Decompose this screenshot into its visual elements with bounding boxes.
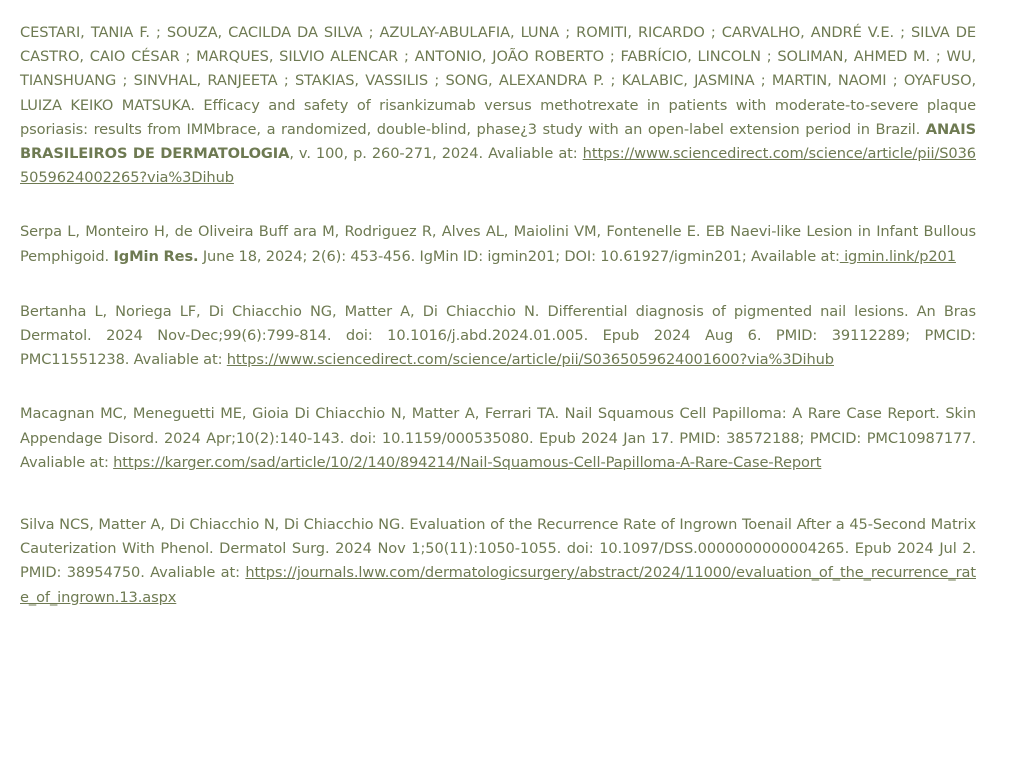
reference-link[interactable]: https://www.sciencedirect.com/science/article/pii/S0365059624002265?via%3Dihub: [20, 145, 976, 187]
reference-text: Bertanha L, Noriega LF, Di Chiacchio NG, Matter A, Di Chiacchio N. Differential diagnosis of pigmented nail lesions. An Bras Dermatol. 2024 Nov-Dec;99(6):799-814. doi: 10.1016/j.abd.2024.01.005. Epub 2024 Aug 6. PMID: 39112289; PMCID: PMC11551238. Avaliable at:: [20, 302, 976, 369]
reference-link[interactable]: igmin.link/p201: [839, 247, 956, 265]
reference-item-silva: [20, 513, 976, 610]
reference-list: [20, 21, 976, 610]
reference-text: Silva NCS, Matter A, Di Chiacchio N, Di Chiacchio NG. Evaluation of the Recurrence Rate of Ingrown Toenail After a 45-Second Matrix Cauterization With Phenol. Dermatol Surg. 2024 Nov 1;50(11):1050-1055. doi: 10.1097/DSS.0000000000004265. Epub 2024 Jul 2. PMID: 38954750. Avaliable at:: [20, 516, 976, 582]
reference-link[interactable]: https://journals.lww.com/dermatologicsurgery/abstract/2024/11000/evaluation_of_the_recurrence_rate_of_ingrown.13.aspx: [20, 564, 976, 606]
reference-item-bertanha: [20, 300, 976, 373]
reference-link[interactable]: https://karger.com/sad/article/10/2/140/894214/Nail-Squamous-Cell-Papilloma-A-Rare-Case-Report: [113, 453, 822, 471]
reference-text: CESTARI, TANIA F. ; SOUZA, CACILDA DA SILVA ; AZULAY-ABULAFIA, LUNA ; ROMITI, RICARDO ; CARVALHO, ANDRÉ V.E. ; SILVA DE CASTRO, CAIO CÉSAR ; MARQUES, SILVIO ALENCAR ; ANTONIO, JOÃO ROBERTO ; FABRÍCIO, LINCOLN ; SOLIMAN, AHMED M. ; WU, TIANSHUANG ; SINVHAL, RANJEETA ; STAKIAS, VASSILIS ; SONG, ALEXANDRA P. ; KALABIC, JASMINA ; MARTIN, NAOMI ; OYAFUSO, LUIZA KEIKO MATSUKA. Efficacy and safety of risankizumab versus methotrexate in patients with moderate-to-severe plaque psoriasis: results from IMMbrace, a randomized, double-blind, phase¿3 study with an open-label extension period in Brazil.: [20, 24, 976, 138]
reference-details: , v. 100, p. 260-271, 2024. Avaliable at:: [289, 145, 583, 163]
journal-name: IgMin Res.: [113, 247, 199, 265]
reference-item-macagnan: [20, 402, 976, 475]
reference-item-serpa: [20, 220, 976, 268]
reference-text: Macagnan MC, Meneguetti ME, Gioia Di Chiacchio N, Matter A, Ferrari TA. Nail Squamous Cell Papilloma: A Rare Case Report. Skin Appendage Disord. 2024 Apr;10(2):140-143. doi: 10.1159/000535080. Epub 2024 Jan 17. PMID: 38572188; PMCID: PMC10987177. Avaliable at:: [20, 405, 976, 471]
reference-text: Serpa L, Monteiro H, de Oliveira Buff ara M, Rodriguez R, Alves AL, Maiolini VM, Fontenelle E. EB Naevi-like Lesion in Infant Bullous Pemphigoid.: [20, 223, 976, 265]
reference-details: June 18, 2024; 2(6): 453-456. IgMin ID: igmin201; DOI: 10.61927/igmin201; Available at:: [198, 247, 840, 265]
reference-item-cestari: [20, 21, 976, 190]
journal-name: ANAIS BRASILEIROS DE DERMATOLOGIA: [20, 120, 976, 163]
reference-link[interactable]: https://www.sciencedirect.com/science/article/pii/S0365059624001600?via%3Dihub: [226, 351, 834, 369]
